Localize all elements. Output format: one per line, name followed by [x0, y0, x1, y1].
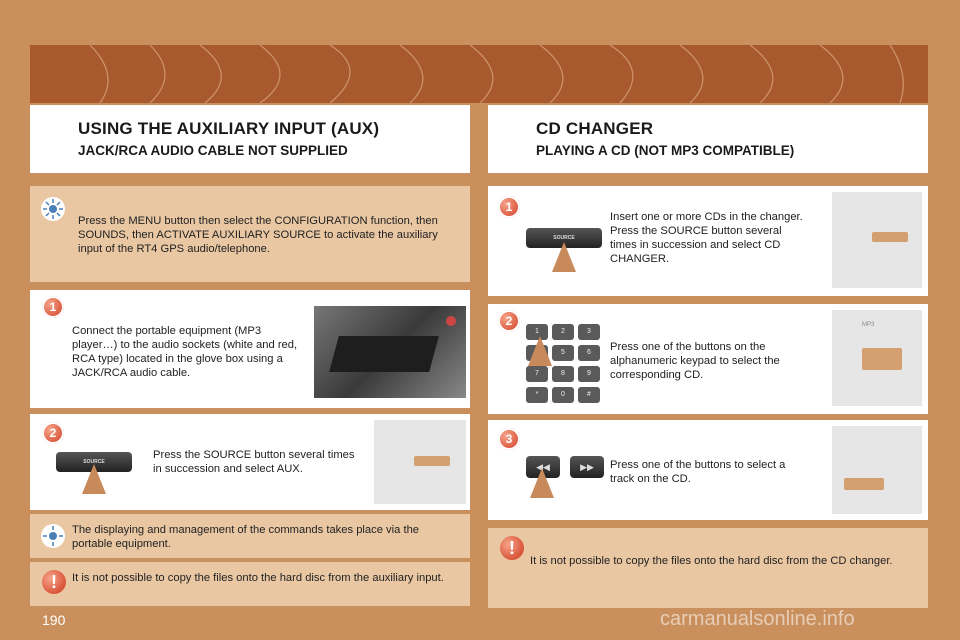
track-radio-keys — [844, 478, 884, 490]
keypad-key[interactable]: 3 — [578, 324, 600, 340]
red-socket-icon — [446, 316, 456, 326]
keypad-key[interactable]: 4 — [526, 345, 548, 361]
keypad-key[interactable]: * — [526, 387, 548, 403]
previous-track-button[interactable]: ◀◀ — [526, 456, 560, 478]
left-step2-text: Press the SOURCE button several times in succession and select AUX. — [153, 449, 355, 475]
keypad-key[interactable]: 7 — [526, 366, 548, 382]
keypad-key[interactable]: 9 — [578, 366, 600, 382]
watermark: carmanualsonline.info — [660, 608, 855, 630]
banner-pattern — [30, 45, 928, 103]
info-sun-icon — [40, 523, 66, 549]
keypad-key[interactable]: 5 — [552, 345, 574, 361]
cd-radio-image — [832, 192, 922, 288]
right-step1-badge: 1 — [498, 196, 520, 218]
left-info-text: The displaying and management of the commands takes place via the portable equipment. — [72, 524, 420, 550]
track-radio-image — [832, 426, 922, 514]
keypad-key[interactable]: 2 — [552, 324, 574, 340]
right-title: CD CHANGER — [536, 119, 654, 138]
left-step2-box — [30, 414, 470, 510]
left-warning-box — [30, 562, 470, 606]
press-arrow-icon — [82, 464, 106, 494]
right-step2-badge: 2 — [498, 310, 520, 332]
radio-panel-image — [374, 420, 466, 504]
keypad-key[interactable]: 0 — [552, 387, 574, 403]
mp3-label: MP3 — [862, 322, 875, 328]
track-press-arrow-icon — [530, 468, 554, 498]
mp3-radio-keys — [862, 348, 902, 370]
left-step1-badge: 1 — [42, 296, 64, 318]
glove-box-slot — [329, 336, 439, 372]
keypad-key[interactable]: 6 — [578, 345, 600, 361]
left-warning-text: It is not possible to copy the files onto the hard disc from the auxiliary input. — [72, 572, 444, 584]
left-tip-box — [30, 186, 470, 282]
radio-source-key — [414, 456, 450, 466]
right-step1-box — [488, 186, 928, 296]
tip-sun-icon — [40, 196, 66, 222]
right-warning-icon: ! — [500, 536, 524, 560]
keypad-key[interactable]: 8 — [552, 366, 574, 382]
glove-box-photo — [314, 306, 466, 398]
page-number: 190 — [42, 612, 66, 628]
left-step2-badge: 2 — [42, 422, 64, 444]
mp3-radio-image — [832, 310, 922, 406]
right-step3-text: Press one of the buttons to select a track on the CD. — [610, 459, 786, 485]
warning-icon: ! — [42, 570, 66, 594]
header-banner — [30, 45, 928, 103]
right-step3-badge: 3 — [498, 428, 520, 450]
cd-press-arrow-icon — [552, 242, 576, 272]
left-subtitle: JACK/RCA AUDIO CABLE NOT SUPPLIED — [78, 143, 348, 158]
keypad-press-arrow-icon — [528, 336, 552, 366]
right-subtitle: PLAYING A CD (NOT MP3 COMPATIBLE) — [536, 143, 795, 158]
left-step1-box — [30, 290, 470, 408]
cd-radio-source-key — [872, 232, 908, 242]
right-step2-text: Press one of the buttons on the alphanumeric keypad to select the corresponding CD. — [610, 341, 780, 381]
keypad-key[interactable]: 1 — [526, 324, 548, 340]
right-warning-box — [488, 528, 928, 608]
source-button[interactable]: SOURCE — [56, 452, 132, 472]
right-step2-box — [488, 304, 928, 414]
left-info-box — [30, 514, 470, 558]
right-step3-box — [488, 420, 928, 520]
right-step1-text: Insert one or more CDs in the changer. Press the SOURCE button several times in succession and select CD CHANGER. — [610, 211, 803, 265]
right-header — [488, 105, 928, 173]
keypad-key[interactable]: # — [578, 387, 600, 403]
left-step1-text: Connect the portable equipment (MP3 player…) to the audio sockets (white and red, RCA type) located in the glove box using a JACK/RCA audio cable. — [72, 325, 298, 379]
right-warning-text: It is not possible to copy the files onto the hard disc from the CD changer. — [530, 555, 893, 567]
next-track-button[interactable]: ▶▶ — [570, 456, 604, 478]
left-tip-text: Press the MENU button then select the CONFIGURATION function, then SOUNDS, then ACTIVATE AUXILIARY SOURCE to activate the auxiliary input of the RT4 GPS audio/telephone. — [78, 215, 438, 255]
left-header — [30, 105, 470, 173]
cd-source-button[interactable]: SOURCE — [526, 228, 602, 248]
left-title: USING THE AUXILIARY INPUT (AUX) — [78, 119, 380, 138]
